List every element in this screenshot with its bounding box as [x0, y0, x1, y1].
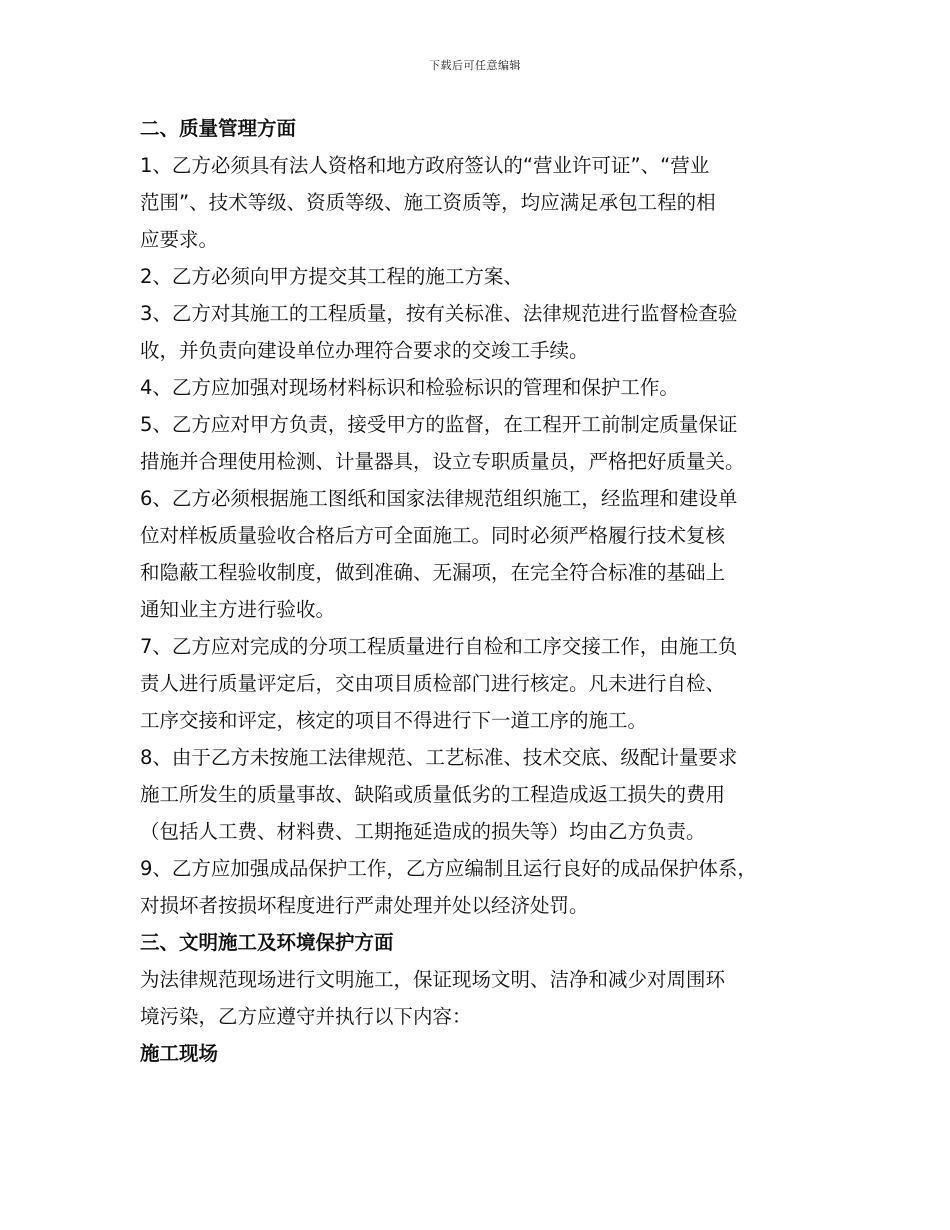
text-line: 5、乙方应对甲方负责，接受甲方的监督，在工程开工前制定质量保证	[140, 413, 738, 436]
text-line: 位对样板质量验收合格后方可全面施工。同时必须严格履行技术复核	[140, 524, 726, 547]
text-line: 措施并合理使用检测、计量器具，设立专职质量员，严格把好质量关。	[140, 450, 745, 473]
text-line: 应要求。	[140, 228, 219, 251]
text-line: 施工所发生的质量事故、缺陷或质量低劣的工程造成返工损失的费用	[140, 783, 726, 806]
text-line: 7、乙方应对完成的分项工程质量进行自检和工序交接工作，由施工负	[140, 635, 738, 658]
text-line: 责人进行质量评定后，交由项目质检部门进行核定。凡未进行自检、	[140, 672, 726, 695]
text-line: 为法律规范现场进行文明施工，保证现场文明、洁净和减少对周围环	[140, 968, 726, 991]
document-body	[140, 110, 830, 1072]
text-line: 工序交接和评定，核定的项目不得进行下一道工序的施工。	[140, 709, 648, 732]
section-heading: 二、质量管理方面	[140, 117, 297, 140]
section-heading: 三、文明施工及环境保护方面	[140, 931, 394, 954]
text-line: 对损坏者按损坏程度进行严肃处理并处以经济处罚。	[140, 894, 589, 917]
page-header: 下载后可任意编辑	[429, 59, 521, 72]
text-line: 境污染，乙方应遵守并执行以下内容：	[140, 1005, 472, 1028]
text-line: 2、乙方必须向甲方提交其工程的施工方案、	[140, 265, 523, 288]
text-line: 4、乙方应加强对现场材料标识和检验标识的管理和保护工作。	[140, 376, 679, 399]
text-line: 范围”、技术等级、资质等级、施工资质等，均应满足承包工程的相	[140, 191, 716, 214]
text-line: 收，并负责向建设单位办理符合要求的交竣工手续。	[140, 339, 589, 362]
text-line: 和隐蔽工程验收制度，做到准确、无漏项，在完全符合标准的基础上	[140, 561, 726, 584]
text-line: 9、乙方应加强成品保护工作，乙方应编制且运行良好的成品保护体系，	[140, 857, 757, 880]
text-line: 3、乙方对其施工的工程质量，按有关标准、法律规范进行监督检查验	[140, 302, 738, 325]
text-line: 1、乙方必须具有法人资格和地方政府签认的“营业许可证”、“营业	[140, 154, 710, 177]
text-line: （包括人工费、材料费、工期拖延造成的损失等）均由乙方负责。	[140, 820, 706, 843]
text-line: 8、由于乙方未按施工法律规范、工艺标准、技术交底、级配计量要求	[140, 746, 738, 769]
section-heading: 施工现场	[140, 1042, 219, 1065]
text-line: 6、乙方必须根据施工图纸和国家法律规范组织施工，经监理和建设单	[140, 487, 738, 510]
text-line: 通知业主方进行验收。	[140, 598, 336, 621]
